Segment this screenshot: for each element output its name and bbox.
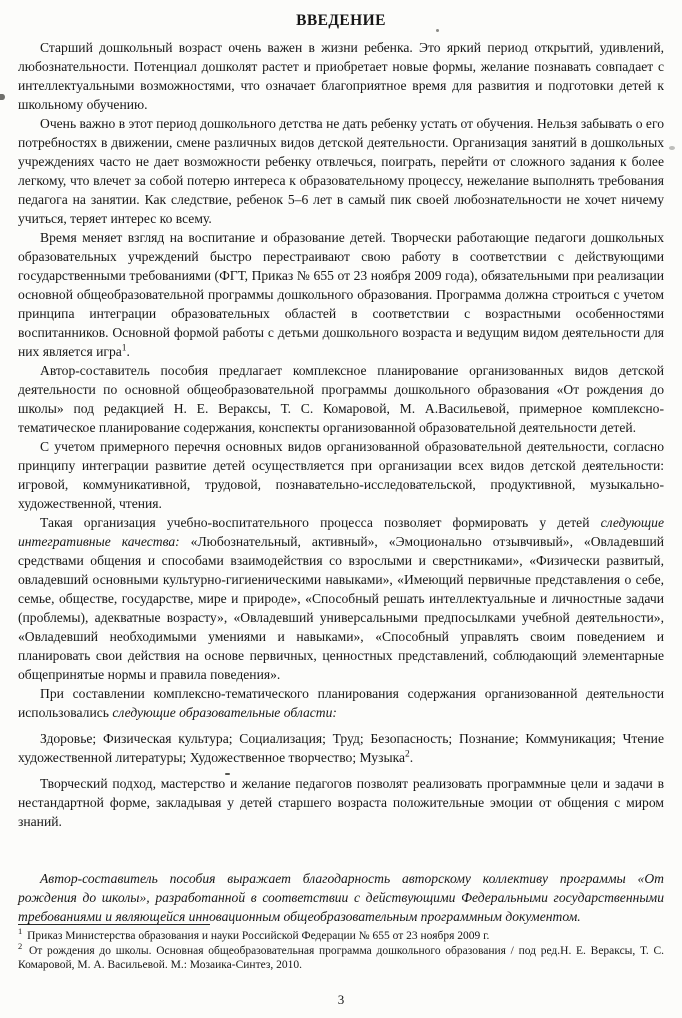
paragraph (18, 729, 664, 767)
footnote-marker: 1 (18, 926, 23, 937)
emphasis-text: следующие образовательные области: (112, 705, 337, 720)
paragraph (18, 38, 664, 114)
text-run: . (409, 750, 414, 765)
footnote-text: Приказ Министерства образования и науки Российской Федерации № 655 от 23 ноября 2009 г. (24, 930, 490, 942)
text-run: . (126, 344, 130, 359)
footnote-area (18, 924, 664, 973)
page-number: 3 (337, 992, 345, 1007)
scan-artifact (0, 94, 5, 100)
paragraph (18, 513, 664, 684)
acknowledgment-paragraph (18, 869, 664, 924)
footnote-reference: 1 (121, 343, 127, 354)
paragraph (18, 437, 664, 513)
paragraph (18, 114, 664, 228)
text-run: Здоровье; Физическая культура; Социализация; Труд; Безопасность; Познание; Коммуникация; Чтение художественной литературы; Художественное творчество; Музыка (18, 731, 664, 765)
footnote-marker: 2 (18, 940, 23, 951)
emphasis-text: следующие интегративные качества: (18, 515, 664, 549)
text-run: Такая организация учебно-воспитательного процесса позволяет формировать у детей (40, 515, 601, 530)
body-text (0, 38, 682, 924)
text-run: Автор-составитель пособия предлагает комплексное планирование организованных видов детской деятельности по основной общеобразовательной программы дошкольного образования «От рождения до школы» под редакцией Н. Е. Вераксы, Т. С. Комаровой, М. А.Васильевой, примерное комплексно-тематическое планирование содержания, конспекты организованной образовательной деятельности детей. (18, 363, 664, 435)
footnote-reference: 2 (405, 749, 410, 760)
text-run: «Любознательный, активный», «Эмоционально отзывчивый», «Овладевший средствами общения и способами взаимодействия со взрослыми и сверстниками», «Физически развитый, овладевший основными культурно-гигиеническими навыками», «Имеющий первичные представления о себе, семье, обществе, государстве, мире и природе», «Способный решать интеллектуальные и личностные задачи (проблемы), адекватные возрасту», «Овладевший универсальными предпосылками учебной деятельности», «Овладевший необходимыми умениями и навыками», «Способный управлять своим поведением и планировать свои действия на основе первичных, ценностных представлений, соблюдающий элементарные общепринятые нормы и правила поведения». (18, 534, 664, 682)
text-run: Старший дошкольный возраст очень важен в жизни ребенка. Это яркий период открытий, удивлений, любознательности. Потенциал дошколят растет и приобретает новые формы, желание познавать совпадает с интеллектуальными возможностями, что означает благоприятное время для развития и подготовки детей к школьному обучению. (18, 40, 664, 112)
text-run: Творческий подход, мастерство и желание педагогов позволят реализовать программные цели и задачи в нестандартной форме, закладывая у детей старшего возраста положительные эмоции от общения с миром знаний. (18, 776, 664, 829)
text-run: Время меняет взгляд на воспитание и образование детей. Творчески работающие педагоги дошкольных образовательных учреждений быстро перестраивают свою работу в соответствии с действующими государственными требованиями (ФГТ, Приказ № 655 от 23 ноября 2009 года), обязательными при реализации основной общеобразовательной программы дошкольного образования. Программа должна строиться с учетом принципа интеграции образовательных областей в соответствии с возрастными особенностями воспитанников. Основной формой работы с детьми дошкольного возраста и ведущим видом деятельности для них является игра (18, 230, 664, 359)
paragraph (18, 774, 664, 831)
footnotes-list (18, 926, 664, 973)
footnote (18, 926, 664, 944)
text-run: При составлении комплексно-тематического планирования содержания организованной деятельности использовались (18, 686, 664, 720)
footnote (18, 940, 664, 973)
text-run: С учетом примерного перечня основных видов организованной образовательной деятельности, согласно принципу интеграции развитие детей осуществляется при организации всех видов детской деятельности: игровой, коммуникативной, трудовой, познавательно-исследовательской, продуктивной, музыкально-художественной, чтения. (18, 439, 664, 511)
paragraph (18, 684, 664, 722)
text-run: Автор-составитель пособия выражает благодарность авторскому коллективу программы «От рождения до школы», разработанной в соответствии с действующими Федеральными государственными требованиями и являющейся инновационным общеобразовательным программным документом. (18, 871, 664, 924)
page-title: ВВЕДЕНИЕ (296, 12, 386, 29)
footnote-text: От рождения до школы. Основная общеобразовательная программа дошкольного образования / под ред.Н. Е. Вераксы, Т. С. Комаровой, М. А. Васильевой. М.: Мозаика-Синтез, 2010. (18, 944, 664, 972)
scan-artifact (225, 773, 230, 775)
scan-artifact (669, 146, 675, 150)
paragraph (18, 361, 664, 437)
paragraph (18, 228, 664, 361)
scan-artifact (436, 29, 439, 32)
footnote-separator (18, 924, 210, 925)
text-run: Очень важно в этот период дошкольного детства не дать ребенку устать от обучения. Нельзя забывать о его потребностях в движении, смене различных видов детской деятельности. Организация занятий в дошкольных учреждениях часто не дает возможности ребенку отвлечься, поиграть, перейти от сложного задания к более легкому, что влечет за собой потерю интереса к образовательному процессу, нежелание выполнять требования педагога на занятии. Как следствие, ребенок 5–6 лет в самый пик своей любознательности не хочет ничему учиться, теряет интерес ко всему. (18, 116, 664, 226)
